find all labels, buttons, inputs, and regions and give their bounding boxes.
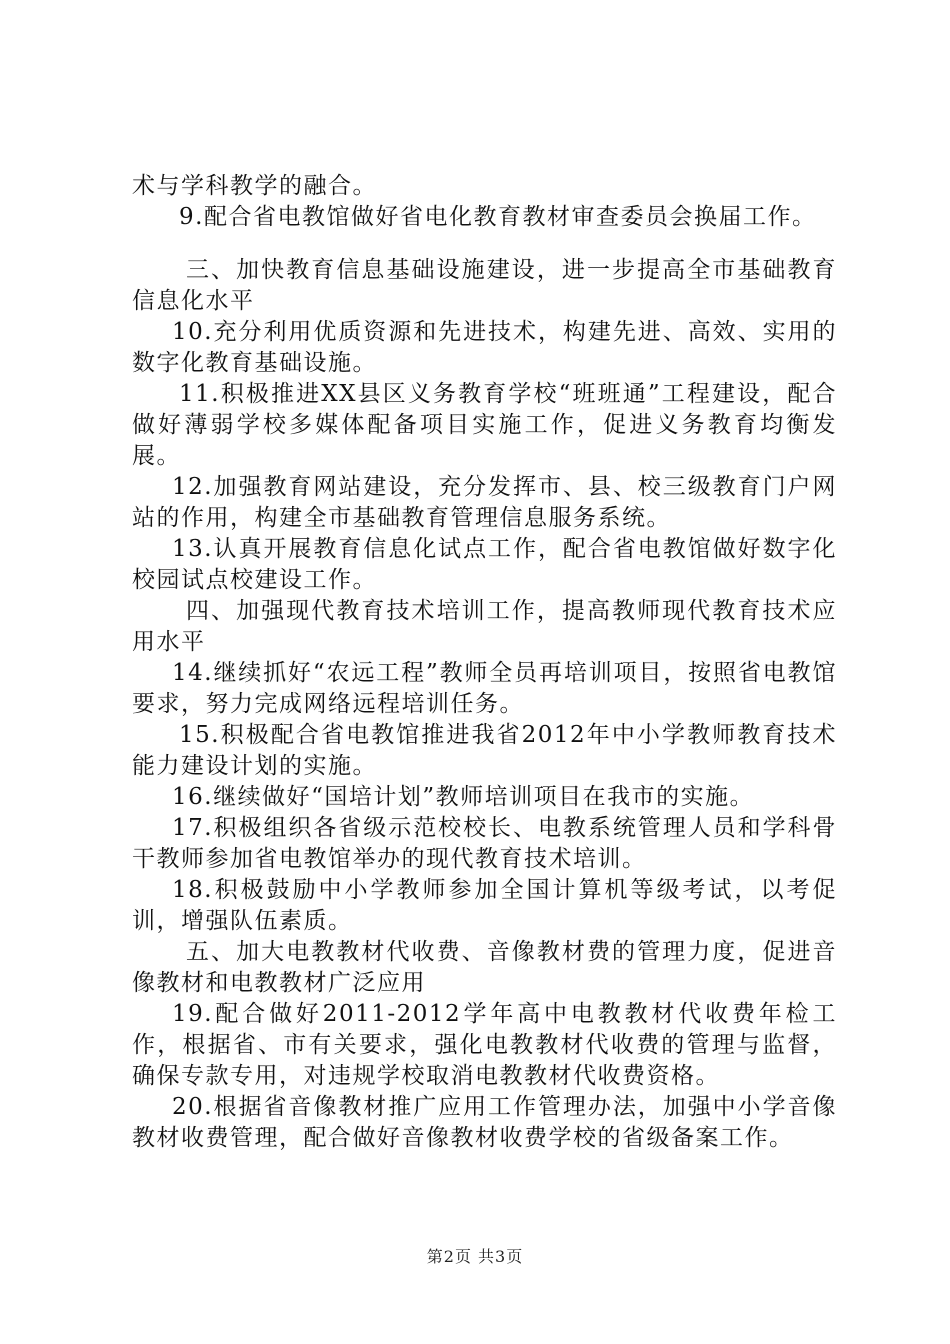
section-heading-5: 五、加大电教教材代收费、音像教材费的管理力度，促进音像教材和电教教材广泛应用 <box>132 939 837 996</box>
paragraph-item-14: 14.继续抓好“农远工程”教师全员再培训项目，按照省电教馆要求，努力完成网络远程培训任务。 <box>132 660 837 717</box>
paragraph-item-11: 11.积极推进XX县区义务教育学校“班班通”工程建设，配合做好薄弱学校多媒体配备项目实施工作，促进义务教育均衡发展。 <box>132 381 837 469</box>
paragraph-item-9: 9.配合省电教馆做好省电化教育教材审查委员会换届工作。 <box>179 204 817 230</box>
page-number-footer: 第2页 共3页 <box>426 1247 524 1266</box>
paragraph-item-18: 18.积极鼓励中小学教师参加全国计算机等级考试，以考促训，增强队伍素质。 <box>132 877 837 934</box>
paragraph-item-16: 16.继续做好“国培计划”教师培训项目在我市的实施。 <box>172 784 755 810</box>
paragraph-item-10: 10.充分利用优质资源和先进技术，构建先进、高效、实用的数字化教育基础设施。 <box>132 319 837 376</box>
paragraph-item-12: 12.加强教育网站建设，充分发挥市、县、校三级教育门户网站的作用，构建全市基础教育管理信息服务系统。 <box>132 474 837 531</box>
document-body <box>132 171 837 1154</box>
paragraph-item-15: 15.积极配合省电教馆推进我省2012年中小学教师教育技术能力建设计划的实施。 <box>132 722 837 779</box>
paragraph-gap <box>132 233 837 255</box>
paragraph-item-20: 20.根据省音像教材推广应用工作管理办法，加强中小学音像教材收费管理，配合做好音像教材收费学校的省级备案工作。 <box>132 1094 837 1151</box>
section-heading-3: 三、加快教育信息基础设施建设，进一步提高全市基础教育信息化水平 <box>132 257 837 314</box>
paragraph-item-17: 17.积极组织各省级示范校校长、电教系统管理人员和学科骨干教师参加省电教馆举办的现代教育技术培训。 <box>132 815 837 872</box>
section-heading-4: 四、加强现代教育技术培训工作，提高教师现代教育技术应用水平 <box>132 598 837 655</box>
paragraph-item-19: 19.配合做好2011-2012学年高中电教教材代收费年检工作，根据省、市有关要求，强化电教教材代收费的管理与监督，确保专款专用，对违规学校取消电教教材代收费资格。 <box>132 1001 837 1089</box>
paragraph-item-13: 13.认真开展教育信息化试点工作，配合省电教馆做好数字化校园试点校建设工作。 <box>132 536 837 593</box>
paragraph-continuation: 术与学科教学的融合。 <box>132 173 377 199</box>
